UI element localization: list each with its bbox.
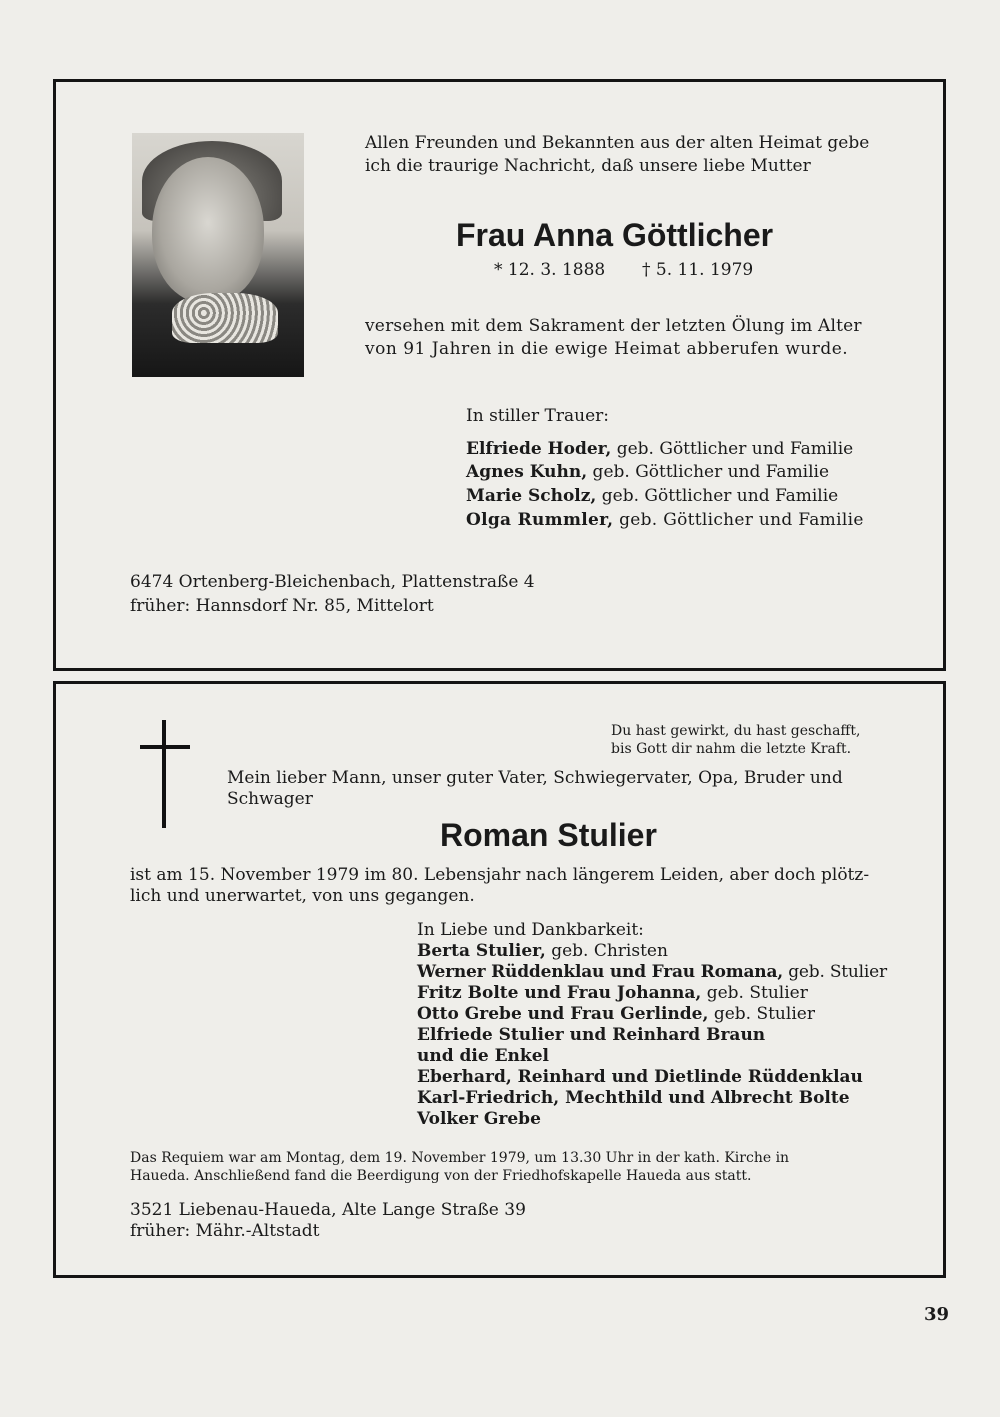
mourner-line <box>417 1024 765 1047</box>
mourner-name: Werner Rüddenklau und Frau Romana, <box>417 962 784 982</box>
mourner-line <box>466 461 829 484</box>
mourner-name: Marie Scholz, <box>466 486 597 506</box>
intro-line-1: Allen Freunden und Bekannten aus der alten Heimat gebe <box>365 133 870 153</box>
address-line-1: 3521 Liebenau-Haueda, Alte Lange Straße 39 <box>130 1200 526 1220</box>
mourner-name: Karl-Friedrich, Mechthild und Albrecht Bolte <box>417 1088 850 1108</box>
mourning-label: In Liebe und Dankbarkeit: <box>417 920 644 940</box>
text-line-2: von 91 Jahren in die ewige Heimat abberufen wurde. <box>365 339 849 359</box>
mourner-line <box>417 1045 549 1068</box>
mourner-name: Otto Grebe und Frau Gerlinde, <box>417 1004 709 1024</box>
mourner-detail: geb. Göttlicher und Familie <box>613 510 864 530</box>
mourner-detail: geb. Göttlicher und Familie <box>587 462 830 482</box>
portrait-face <box>152 157 264 303</box>
mourner-detail: geb. Göttlicher und Familie <box>596 486 839 506</box>
text-line-1: versehen mit dem Sakrament der letzten Ölung im Alter <box>365 316 862 336</box>
mourner-line <box>466 438 853 461</box>
intro-line-2: ich die traurige Nachricht, daß unsere liebe Mutter <box>365 156 811 176</box>
mourner-line <box>417 982 808 1005</box>
birth-date: * 12. 3. 1888 <box>494 260 606 280</box>
verse-line-1: Du hast gewirkt, du hast geschafft, <box>611 723 861 739</box>
verse-line-2: bis Gott dir nahm die letzte Kraft. <box>611 741 852 757</box>
text-line-1: ist am 15. November 1979 im 80. Lebensjahr nach längerem Leiden, aber doch plötz- <box>130 865 870 885</box>
address-line-2: früher: Hannsdorf Nr. 85, Mittelort <box>130 596 434 616</box>
text-line-2: lich und unerwartet, von uns gegangen. <box>130 886 475 906</box>
mourner-detail: geb. Stulier <box>708 1004 815 1024</box>
mourner-line <box>417 1003 815 1026</box>
mourner-name: Eberhard, Reinhard und Dietlinde Rüddenklau <box>417 1067 863 1087</box>
intro-line-1: Mein lieber Mann, unser guter Vater, Schwiegervater, Opa, Bruder und <box>227 768 843 788</box>
mourner-detail: geb. Stulier <box>783 962 887 982</box>
mourner-line <box>417 961 887 984</box>
mourner-detail: geb. Christen <box>545 941 668 961</box>
mourner-detail: geb. Göttlicher und Familie <box>611 439 854 459</box>
mourner-name: Agnes Kuhn, <box>466 462 588 482</box>
mourner-line <box>417 1066 863 1089</box>
mourner-detail: geb. Stulier <box>701 983 808 1003</box>
death-date: † 5. 11. 1979 <box>642 260 754 280</box>
mourner-name: Olga Rummler, <box>466 510 614 530</box>
obituary-notice-stulier <box>53 681 946 1278</box>
portrait-photo <box>132 133 304 377</box>
deceased-name: Frau Anna Göttlicher <box>456 217 774 253</box>
obituary-notice-goettlicher <box>53 79 946 671</box>
mourner-line <box>417 1108 541 1131</box>
mourner-name: Elfriede Stulier und Reinhard Braun <box>417 1025 766 1045</box>
mourner-name: Volker Grebe <box>417 1109 541 1129</box>
mourner-name: Fritz Bolte und Frau Johanna, <box>417 983 702 1003</box>
mourning-label: In stiller Trauer: <box>466 406 609 426</box>
portrait-collar <box>172 293 278 343</box>
mourner-line <box>417 1087 850 1110</box>
mourner-line <box>466 485 838 508</box>
mourner-name: Elfriede Hoder, <box>466 439 612 459</box>
address-line-1: 6474 Ortenberg-Bleichenbach, Plattenstraße 4 <box>130 572 535 592</box>
mourner-line <box>417 940 668 963</box>
requiem-line-1: Das Requiem war am Montag, dem 19. November 1979, um 13.30 Uhr in der kath. Kirche in <box>130 1150 790 1166</box>
address-line-2: früher: Mähr.-Altstadt <box>130 1221 320 1241</box>
mourner-name: Berta Stulier, <box>417 941 546 961</box>
deceased-name: Roman Stulier <box>440 817 657 853</box>
page-number: 39 <box>924 1304 950 1325</box>
intro-line-2: Schwager <box>227 789 313 809</box>
mourner-name: und die Enkel <box>417 1046 549 1066</box>
mourner-line <box>466 509 864 532</box>
requiem-line-2: Haueda. Anschließend fand die Beerdigung von der Friedhofskapelle Haueda aus statt. <box>130 1168 752 1184</box>
